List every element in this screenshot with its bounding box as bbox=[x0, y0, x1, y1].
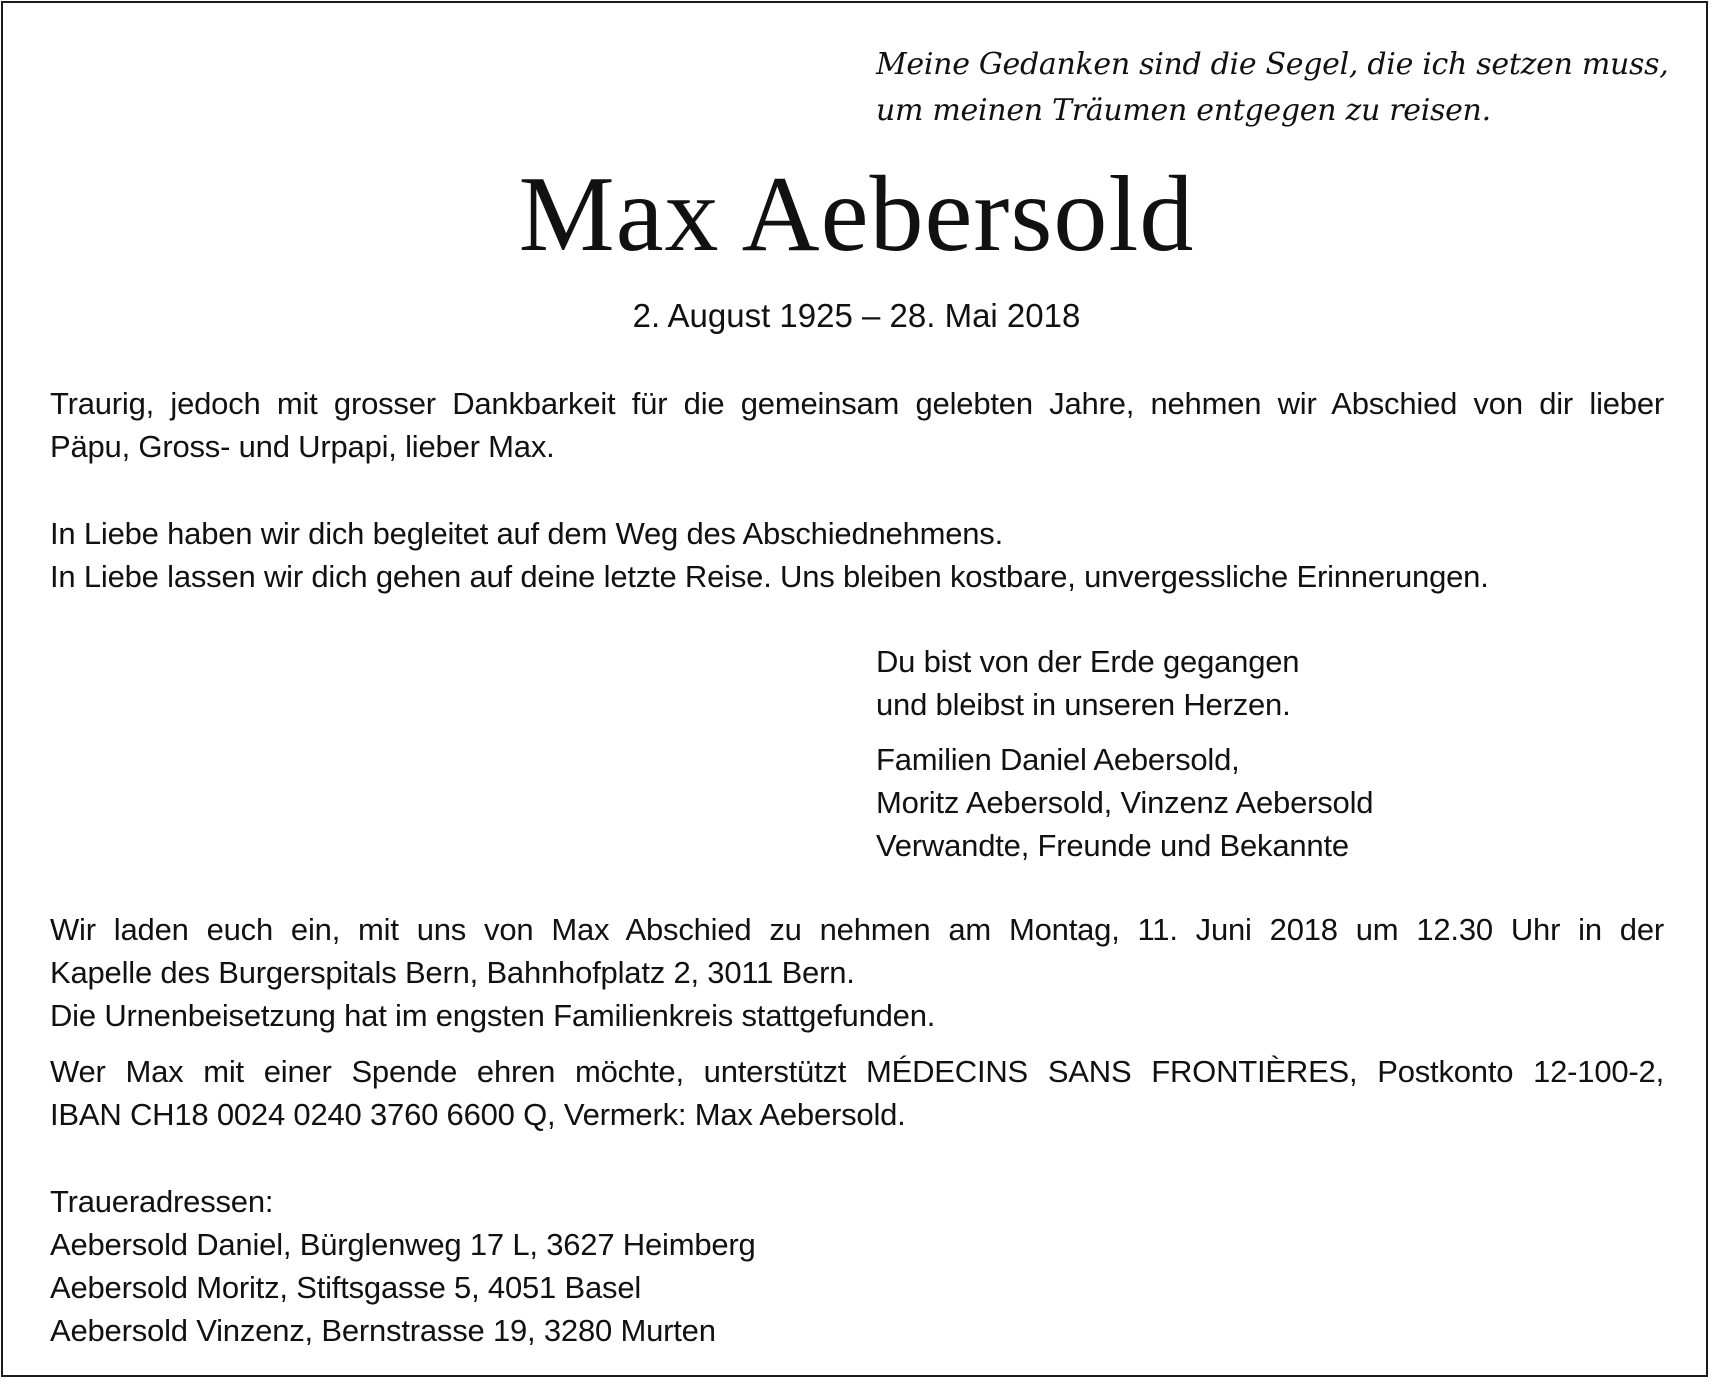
paragraph-line: In Liebe haben wir dich begleitet auf dem Weg des Abschiednehmens. bbox=[50, 516, 1004, 551]
addresses-heading: Traueradressen: bbox=[50, 1184, 274, 1219]
life-dates: 2. August 1925 – 28. Mai 2018 bbox=[632, 297, 1081, 334]
donation-line: IBAN CH18 0024 0240 3760 6600 Q, Vermerk: Max Aebersold. bbox=[50, 1097, 906, 1132]
address-item: Aebersold Vinzenz, Bernstrasse 19, 3280 Murten bbox=[50, 1313, 716, 1348]
funeral-invitation bbox=[50, 908, 1664, 1037]
love-paragraph bbox=[50, 512, 1664, 598]
verse-line: Du bist von der Erde gegangen bbox=[876, 644, 1300, 679]
donation-note bbox=[50, 1050, 1664, 1136]
epigraph-quote bbox=[876, 42, 1668, 134]
deceased-name: Max Aebersold bbox=[518, 155, 1195, 274]
invitation-line: Die Urnenbeisetzung hat im engsten Familienkreis stattgefunden. bbox=[50, 998, 936, 1033]
invitation-line: Wir laden euch ein, mit uns von Max Abschied zu nehmen am Montag, 11. Juni 2018 um 12.30 Uhr in der bbox=[50, 912, 1664, 947]
donation-line: Wer Max mit einer Spende ehren möchte, unterstützt MÉDECINS SANS FRONTIÈRES, Postkonto 12-100-2, bbox=[50, 1054, 1664, 1089]
family-line: Verwandte, Freunde und Bekannte bbox=[876, 828, 1349, 863]
family-line: Familien Daniel Aebersold, bbox=[876, 742, 1240, 777]
mourning-family bbox=[876, 738, 1373, 867]
quote-line: um meinen Träumen entgegen zu reisen. bbox=[876, 93, 1491, 128]
condolence-addresses bbox=[50, 1180, 756, 1352]
address-item: Aebersold Moritz, Stiftsgasse 5, 4051 Basel bbox=[50, 1270, 642, 1305]
farewell-paragraph bbox=[50, 382, 1664, 468]
address-item: Aebersold Daniel, Bürglenweg 17 L, 3627 Heimberg bbox=[50, 1227, 756, 1262]
paragraph-line: Päpu, Gross- und Urpapi, lieber Max. bbox=[50, 429, 555, 464]
quote-line: Meine Gedanken sind die Segel, die ich setzen muss, bbox=[876, 47, 1669, 82]
family-line: Moritz Aebersold, Vinzenz Aebersold bbox=[876, 785, 1374, 820]
invitation-line: Kapelle des Burgerspitals Bern, Bahnhofplatz 2, 3011 Bern. bbox=[50, 955, 855, 990]
paragraph-line: Traurig, jedoch mit grosser Dankbarkeit für die gemeinsam gelebten Jahre, nehmen wir Abschied von dir lieber bbox=[50, 386, 1664, 421]
memorial-verse bbox=[876, 640, 1299, 726]
verse-line: und bleibst in unseren Herzen. bbox=[876, 687, 1291, 722]
paragraph-line: In Liebe lassen wir dich gehen auf deine letzte Reise. Uns bleiben kostbare, unvergessliche Erinnerungen. bbox=[50, 559, 1489, 594]
